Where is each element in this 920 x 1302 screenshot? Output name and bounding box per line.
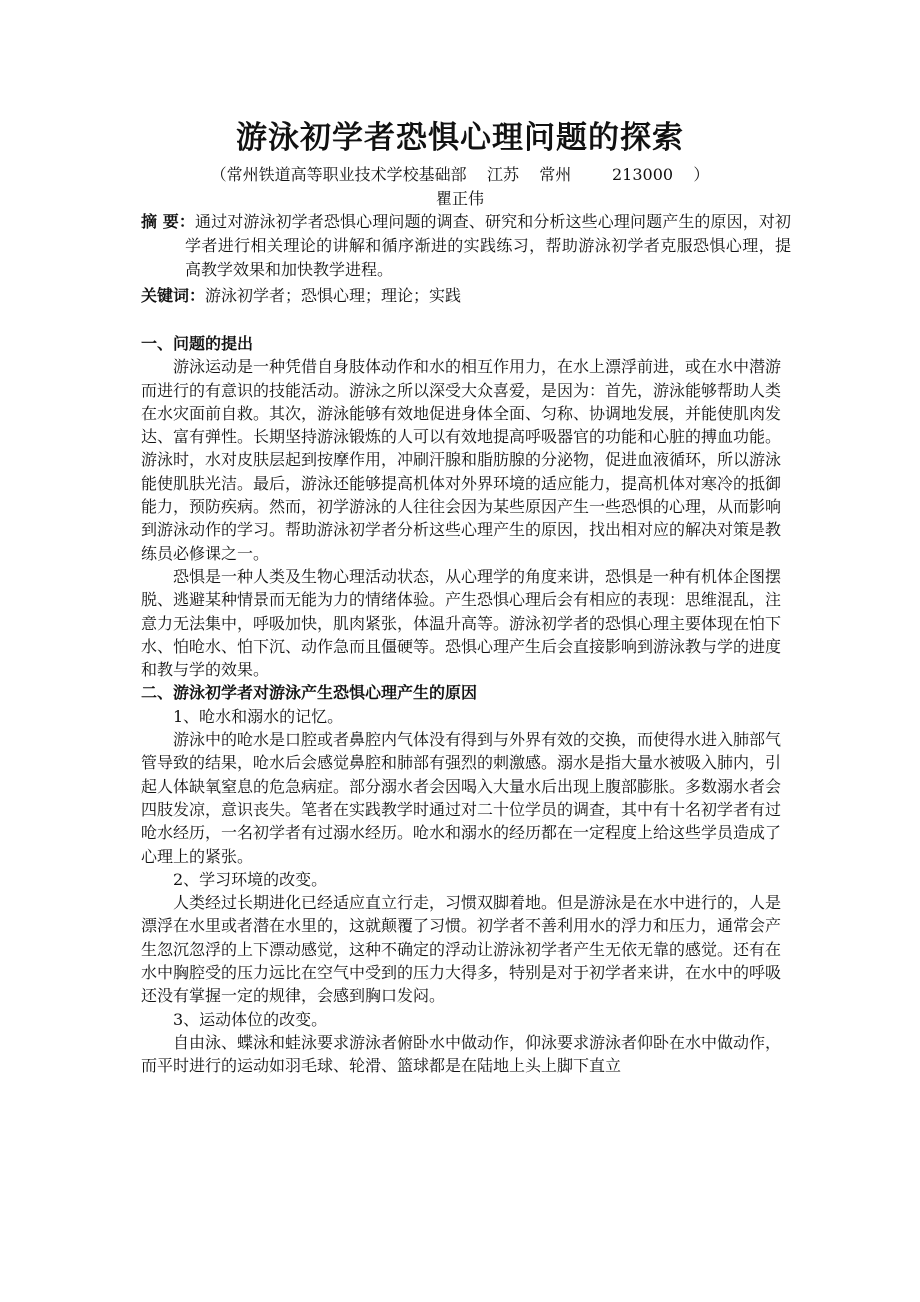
keywords-label: 关键词： — [141, 286, 206, 305]
section-1-paragraph-1: 游泳运动是一种凭借自身肢体动作和水的相互作用力，在水上漂浮前进，或在水中潜游而进行的有意识的技能活动。游泳之所以深受大众喜爱，是因为：首先，游泳能够帮助人类在水灾面前自救。其次，游泳能够有效地促进身体全面、匀称、协调地发展，并能使肌肉发达、富有弹性。长期坚持游泳锻炼的人可以有效地提高呼吸器官的功能和心脏的搏血功能。游泳时，水对皮肤层起到按摩作用，冲刷汗腺和脂肪腺的分泌物，促进血液循环，所以游泳能使肌肤光洁。最后，游泳还能够提高机体对外界环境的适应能力，提高机体对寒冷的抵御能力，预防疾病。然而，初学游泳的人往往会因为某些原因产生一些恐惧的心理，从而影响到游泳动作的学习。帮助游泳初学者分析这些心理产生的原因，找出相对应的解决对策是教练员必修课之一。 — [141, 357, 782, 563]
section-2-paragraph-1: 游泳中的呛水是口腔或者鼻腔内气体没有得到与外界有效的交换，而使得水进入肺部气管导致的结果，呛水后会感觉鼻腔和肺部有强烈的刺激感。溺水是指大量水被吸入肺内，引起人体缺氧窒息的危急病症。部分溺水者会因喝入大量水后出现上腹部膨胀。多数溺水者会四肢发凉，意识丧失。笔者在实践教学时通过对二十位学员的调查，其中有十名初学者有过呛水经历，一名初学者有过溺水经历。呛水和溺水的经历都在一定程度上给这些学员造成了心理上的紧张。 — [141, 730, 782, 866]
section-2-paragraph-3: 自由泳、蝶泳和蛙泳要求游泳者俯卧水中做动作，仰泳要求游泳者仰卧在水中做动作，而平时进行的运动如羽毛球、轮滑、篮球都是在陆地上头上脚下直立 — [141, 1032, 782, 1076]
abstract — [141, 210, 791, 282]
article-body — [141, 332, 781, 1078]
keywords — [141, 284, 791, 308]
section-2-subheading-1: 1、呛水和溺水的记忆。 — [173, 706, 344, 726]
section-2-heading: 二、游泳初学者对游泳产生恐惧心理产生的原因 — [141, 683, 478, 703]
keywords-text: 游泳初学者；恐惧心理；理论；实践 — [205, 286, 462, 305]
author-affiliation: （常州铁道高等职业技术学校基础部 江苏 常州 213000 ） — [210, 165, 710, 184]
section-2-subheading-3: 3、运动体位的改变。 — [173, 1009, 328, 1029]
section-1-paragraph-2: 恐惧是一种人类及生物心理活动状态，从心理学的角度来讲，恐惧是一种有机体企图摆脱、逃避某种情景而无能为力的情绪体验。产生恐惧心理后会有相应的表现：思维混乱，注意力无法集中，呼吸加快，肌肉紧张，体温升高等。游泳初学者的恐惧心理主要体现在怕下水、怕呛水、怕下沉、动作急而且僵硬等。恐惧心理产生后会直接影响到游泳教与学的进度和教与学的效果。 — [141, 566, 782, 680]
section-2-subheading-2: 2、学习环境的改变。 — [173, 869, 328, 889]
section-1-heading: 一、问题的提出 — [141, 334, 254, 353]
section-2-paragraph-2: 人类经过长期进化已经适应直立行走，习惯双脚着地。但是游泳是在水中进行的，人是漂浮在水里或者潜在水里的，这就颠覆了习惯。初学者不善利用水的浮力和压力，通常会产生忽沉忽浮的上下漂动感觉，这种不确定的浮动让游泳初学者产生无依无靠的感觉。还有在水中胸腔受的压力远比在空气中受到的压力大得多，特别是对于初学者来讲，在水中的呼吸还没有掌握一定的规律，会感到胸口发闷。 — [141, 893, 782, 1006]
abstract-text: 通过对游泳初学者恐惧心理问题的调查、研究和分析这些心理问题产生的原因，对初学者进行相关理论的讲解和循序渐进的实践练习，帮助游泳初学者克服恐惧心理，提高教学效果和加快教学进程。 — [185, 212, 791, 279]
author-name: 瞿正伟 — [435, 189, 484, 208]
page-title: 游泳初学者恐惧心理问题的探索 — [236, 120, 684, 156]
abstract-label: 摘 要： — [141, 212, 196, 231]
